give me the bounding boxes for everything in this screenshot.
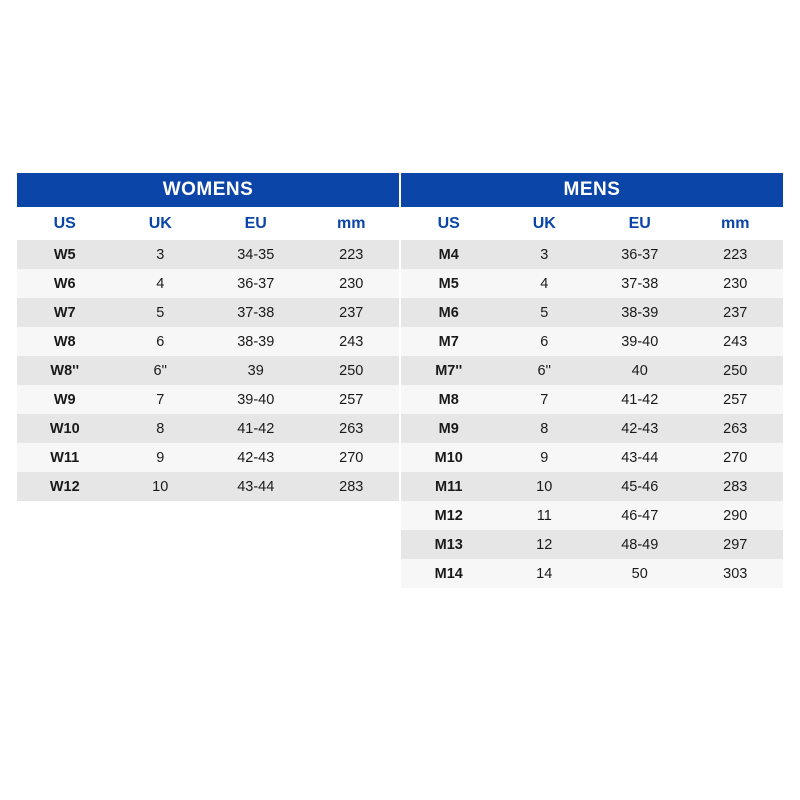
mens-us: M5 xyxy=(401,269,497,298)
mens-mm: 270 xyxy=(688,443,784,472)
mens-eu: 40 xyxy=(592,356,688,385)
womens-us: W5 xyxy=(17,240,113,269)
mens-uk: 8 xyxy=(497,414,593,443)
womens-header-eu: EU xyxy=(208,207,304,240)
table-row xyxy=(17,443,783,472)
mens-mm: 303 xyxy=(688,559,784,588)
mens-eu: 43-44 xyxy=(592,443,688,472)
mens-us: M12 xyxy=(401,501,497,530)
mens-eu: 37-38 xyxy=(592,269,688,298)
table-row xyxy=(17,356,783,385)
table-row xyxy=(17,385,783,414)
womens-us: W12 xyxy=(17,472,113,501)
mens-eu: 39-40 xyxy=(592,327,688,356)
mens-us: M11 xyxy=(401,472,497,501)
table-row xyxy=(17,559,783,588)
mens-header-uk: UK xyxy=(497,207,593,240)
mens-mm: 297 xyxy=(688,530,784,559)
table-row xyxy=(17,501,783,530)
mens-header-mm: mm xyxy=(688,207,784,240)
womens-header-us: US xyxy=(17,207,113,240)
table-row xyxy=(17,240,783,269)
womens-us: W10 xyxy=(17,414,113,443)
table-row xyxy=(17,327,783,356)
womens-eu: 39-40 xyxy=(208,385,304,414)
mens-uk: 5 xyxy=(497,298,593,327)
mens-us: M6 xyxy=(401,298,497,327)
mens-us: M7'' xyxy=(401,356,497,385)
mens-mm: 243 xyxy=(688,327,784,356)
womens-header-uk: UK xyxy=(113,207,209,240)
womens-eu: 41-42 xyxy=(208,414,304,443)
mens-uk: 12 xyxy=(497,530,593,559)
table-body xyxy=(17,173,783,588)
table-row xyxy=(17,298,783,327)
womens-eu: 36-37 xyxy=(208,269,304,298)
mens-us: M8 xyxy=(401,385,497,414)
mens-eu: 41-42 xyxy=(592,385,688,414)
mens-mm: 237 xyxy=(688,298,784,327)
mens-uk: 7 xyxy=(497,385,593,414)
womens-uk: 8 xyxy=(113,414,209,443)
womens-mm: 243 xyxy=(304,327,400,356)
table-row xyxy=(17,269,783,298)
mens-eu: 42-43 xyxy=(592,414,688,443)
womens-eu: 38-39 xyxy=(208,327,304,356)
womens-eu: 42-43 xyxy=(208,443,304,472)
mens-mm: 257 xyxy=(688,385,784,414)
mens-eu: 50 xyxy=(592,559,688,588)
womens-uk: 6'' xyxy=(113,356,209,385)
womens-us: W8'' xyxy=(17,356,113,385)
womens-mm: 250 xyxy=(304,356,400,385)
womens-eu: 43-44 xyxy=(208,472,304,501)
womens-banner: WOMENS xyxy=(17,173,399,207)
mens-header-us: US xyxy=(401,207,497,240)
womens-empty xyxy=(17,530,399,559)
womens-eu: 37-38 xyxy=(208,298,304,327)
womens-mm: 237 xyxy=(304,298,400,327)
womens-mm: 257 xyxy=(304,385,400,414)
mens-uk: 6 xyxy=(497,327,593,356)
womens-us: W7 xyxy=(17,298,113,327)
womens-header-mm: mm xyxy=(304,207,400,240)
table-row xyxy=(17,414,783,443)
mens-header-eu: EU xyxy=(592,207,688,240)
banner-row xyxy=(17,173,783,207)
mens-uk: 6'' xyxy=(497,356,593,385)
womens-mm: 270 xyxy=(304,443,400,472)
womens-us: W9 xyxy=(17,385,113,414)
table-row xyxy=(17,530,783,559)
mens-eu: 38-39 xyxy=(592,298,688,327)
size-chart xyxy=(17,173,783,588)
table-row xyxy=(17,472,783,501)
womens-uk: 6 xyxy=(113,327,209,356)
mens-banner: MENS xyxy=(401,173,783,207)
womens-uk: 4 xyxy=(113,269,209,298)
mens-uk: 9 xyxy=(497,443,593,472)
mens-mm: 283 xyxy=(688,472,784,501)
mens-uk: 14 xyxy=(497,559,593,588)
womens-us: W8 xyxy=(17,327,113,356)
mens-mm: 290 xyxy=(688,501,784,530)
womens-mm: 263 xyxy=(304,414,400,443)
mens-eu: 48-49 xyxy=(592,530,688,559)
womens-us: W6 xyxy=(17,269,113,298)
mens-eu: 36-37 xyxy=(592,240,688,269)
mens-mm: 250 xyxy=(688,356,784,385)
womens-mm: 230 xyxy=(304,269,400,298)
mens-eu: 45-46 xyxy=(592,472,688,501)
mens-mm: 263 xyxy=(688,414,784,443)
size-conversion-table xyxy=(17,173,783,588)
womens-uk: 5 xyxy=(113,298,209,327)
mens-uk: 10 xyxy=(497,472,593,501)
mens-us: M9 xyxy=(401,414,497,443)
womens-uk: 7 xyxy=(113,385,209,414)
mens-us: M10 xyxy=(401,443,497,472)
mens-uk: 11 xyxy=(497,501,593,530)
womens-empty xyxy=(17,559,399,588)
womens-uk: 9 xyxy=(113,443,209,472)
mens-uk: 4 xyxy=(497,269,593,298)
womens-eu: 39 xyxy=(208,356,304,385)
womens-empty xyxy=(17,501,399,530)
womens-mm: 283 xyxy=(304,472,400,501)
mens-us: M13 xyxy=(401,530,497,559)
header-row xyxy=(17,207,783,240)
womens-mm: 223 xyxy=(304,240,400,269)
womens-uk: 10 xyxy=(113,472,209,501)
mens-mm: 230 xyxy=(688,269,784,298)
mens-us: M4 xyxy=(401,240,497,269)
mens-uk: 3 xyxy=(497,240,593,269)
womens-eu: 34-35 xyxy=(208,240,304,269)
womens-uk: 3 xyxy=(113,240,209,269)
mens-mm: 223 xyxy=(688,240,784,269)
womens-us: W11 xyxy=(17,443,113,472)
mens-us: M14 xyxy=(401,559,497,588)
mens-eu: 46-47 xyxy=(592,501,688,530)
mens-us: M7 xyxy=(401,327,497,356)
